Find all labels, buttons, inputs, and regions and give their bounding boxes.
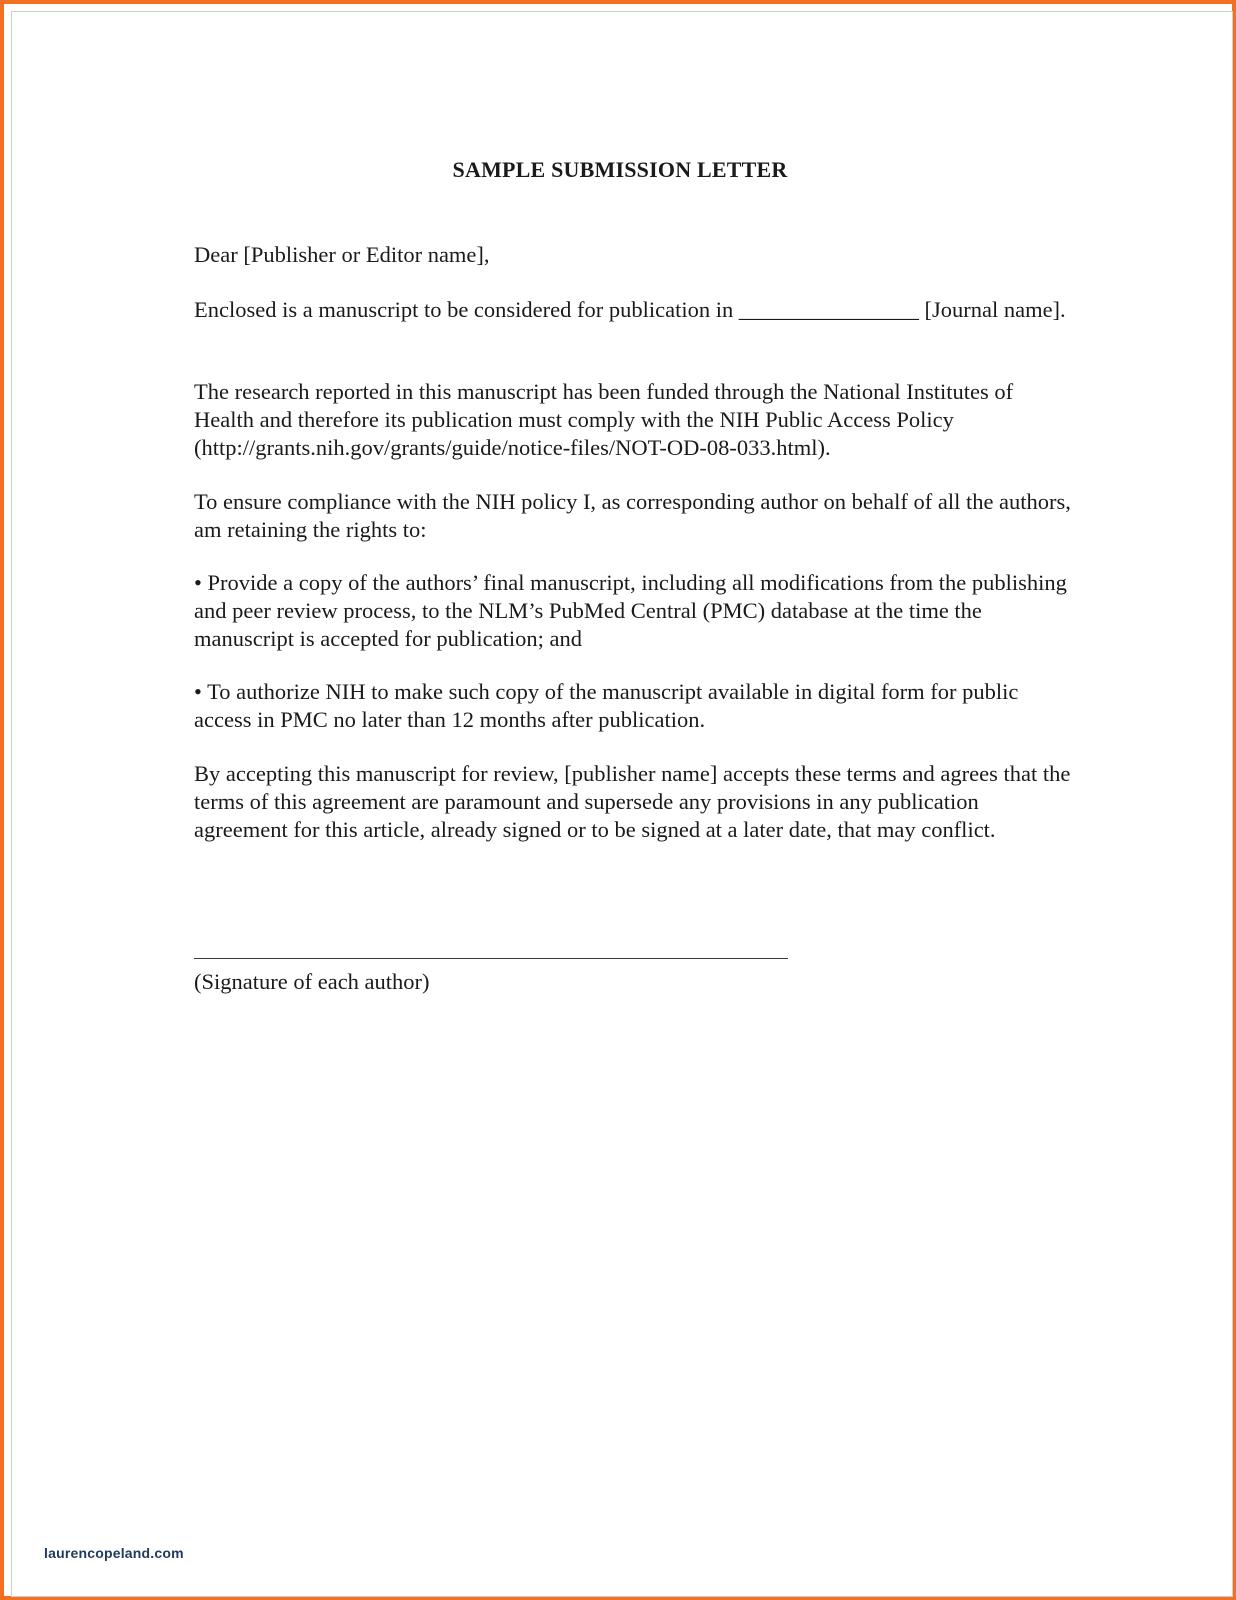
paragraph-acceptance: By accepting this manuscript for review, [publisher name] accepts these terms and agrees that the terms of this agreement are paramount and supersede any provisions in any publication agreement for this article, already signed or to be signed at a later date, that may conflict.: [194, 761, 1071, 842]
signature-line: [194, 958, 788, 959]
letter-title: SAMPLE SUBMISSION LETTER: [452, 157, 788, 182]
salutation: Dear [Publisher or Editor name],: [194, 242, 490, 267]
site-watermark: laurencopeland.com: [44, 1545, 184, 1561]
bullet-provide-copy: • Provide a copy of the authors’ final manuscript, including all modifications from the publishing and peer review process, to the NLM’s PubMed Central (PMC) database at the time the manuscript is accepted for publication; and: [194, 570, 1067, 651]
document-page: [11, 11, 1233, 1597]
paragraph-funding: The research reported in this manuscript has been funded through the National Institutes of Health and therefore its publication must comply with the NIH Public Access Policy (http://grants.nih.gov/grants/guide/notice-files/NOT-OD-08-033.html).: [194, 379, 1014, 460]
signature-caption: (Signature of each author): [194, 969, 430, 994]
paragraph-journal: Enclosed is a manuscript to be considered for publication in ________________ [Journal name].: [194, 297, 1066, 322]
bullet-authorize-nih: • To authorize NIH to make such copy of the manuscript available in digital form for public access in PMC no later than 12 months after publication.: [194, 679, 1019, 732]
paragraph-compliance: To ensure compliance with the NIH policy I, as corresponding author on behalf of all the authors, am retaining the rights to:: [194, 489, 1071, 542]
